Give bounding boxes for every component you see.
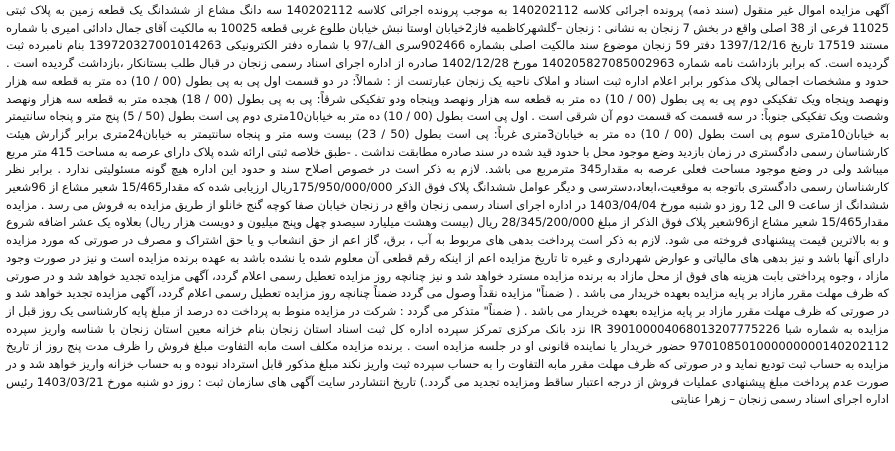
auction-notice-text: آگهی مزایده اموال غیر منقول (سند ذمه) پرونده اجرائی کلاسه 140202112 به موجب پرونده اجرائی کلاسه 140202112 سه دانگ مشاع از ششدانگ یک قطعه زمین به پلاک ثبتی 11025 فرعی از 38 اصلی واقع در بخش 7 زنجان به نشانی : زنجان –گلشهرکاظمیه فاز2خیابان اوستا نبش خیابان طلوع غربی قطعه 10025 به مالکیت آقای جمال دادائی امیری با شماره مستند 17519 تاریخ 1397/12/16 دفتر 59 زنجان موضوع سند مالکیت اصلی بشماره 902466سری الف/97 با شماره دفتر الکترونیکی 139720327001014263 بنام نامبرده ثبت گردیده است. که برابر بازداشت نامه شماره 140205827085002963 مورخ 1402/12/28 صادره از اداره اجرای اسناد رسمی زنجان در قبال طلب بستانکار ،بازداشت گردیده است . حدود و مشخصات اجمالی پلاک مذکور برابر اعلام اداره ثبت اسناد و املاک ناحیه یک زنجان عبارتست از : شمالاً: در دو قسمت اول پی به پی بطول (00 / 10) ده متر به قطعه سه هزار ونهصد وپنجاه ویک تفکیکی دوم پی به پی بطول (00 / 10) ده متر به قطعه سه هزار ونهصد وپنجاه ودو تفکیکی شرقاً: پی به پی بطول (00 / 18) هجده متر به قطعه سه هزار ونهصد وشصت ویک تفکیکی جنوباً: در سه قسمت که قسمت دوم آن شرقی است . اول پی است بطول (00 / 10) ده متر به خیابان10متری دوم پی است بطول (50 / 5) پنج متر و پنجاه سانتیمتر به خیابان10متری سوم پی است بطول (00 / 10) ده متر به خیابان3متری غرباً: پی است بطول (50 / 23) بیست وسه متر و پنجاه سانتیمتر به خیابان24متری برابر گزارش هیئت کارشناسان رسمی دادگستری در زمان بازدید وضع موجود محل با حدود قید شده در سند صادره مطابقت نداشت . -طبق خلاصه ثبتی ارائه شده پلاک دارای عرصه به مساحت 415 متر مربع میباشد ولی در وضع موجود مساحت فعلی عرصه به مقدار345 مترمربع می باشد. لازم به ذکر است در خصوص اصلاح سند و حدود این اداره هیچ گونه مسئولیتی ندارد . برابر نظر کارشناسان رسمی دادگستری باتوجه به موقعیت،ابعاد،دسترسی و دیگر عوامل ششدانگ پلاک فوق الذکر 175/950/000/000ریال ارزیابی شده که مقدار15/465 شعیر مشاع از 96شعیر ششدانگ از ساعت 9 الی 12 روز دو شنبه مورخ 1403/04/04 در اداره اجرای اسناد رسمی زنجان واقع در زنجان خیابان صفا کوچه گنج خانلو از طریق مزایده به فروش می رسد . مزایده مقدار15/465 شعیر مشاع از96شعیر پلاک فوق الذکر از مبلغ 28/345/200/000 ریال (بیست وهشت میلیارد سیصدو چهل وپنج میلیون و دویست هزار ریال) بعلاوه یک عشر اضافه شروع و به بالاترین قیمت پیشنهادی فروخته می شود. لازم به ذکر است پرداخت بدهی های مربوط به آب ، برق، گاز اعم از حق انشعاب و یا حق اشتراک و مصرف در صورتی که مورد مزایده دارای آنها باشد و نیز بدهی های مالیاتی و عوارض شهرداری و غیره تا تاریخ مزایده اعم از اینکه رقم قطعی آن معلوم شده یا نشده باشد به عهده برنده مزایده است و نیز در صورت وجود مازاد ، وجوه پرداختی بابت هزینه های فوق از محل مازاد به برنده مزایده مسترد خواهد شد و نیز چنانچه روز مزایده تعطیل رسمی اعلام گردد، آگهی مزایده تجدید خواهد شد و در صورتی که ظرف مهلت مقرر مازاد بر پایه مزایده بعهده خریدار می باشد . ( ضمناً" مزایده نقداً وصول می گردد ضمناً چنانچه روز مزایده تعطیل رسمی اعلام گردد، آگهی مزایده تجدید خواهد شد و در صورتی که ظرف مهلت مقرر مازاد بر پایه مزایده بعهده خریدار می باشد . ( ضمناً" متذکر می گردد : شرکت در مزایده منوط به پرداخت ده درصد از مبلغ پایه کارشناسی یک روز قبل از مزایده به شماره شبا IR 390100004068013207775226 نزد بانک مرکزی تمرکز سپرده اداره کل ثبت اسناد استان زنجان بنام خزانه معین استان زنجان با شناسه واریز سپرده 970108501000000000140202112 حضور خریدار یا نماینده قانونی او در جلسه مزایده است . برنده مزایده مکلف است مابه التفاوت مبلغ فروش را ظرف مدت پنج روز از تاریخ مزایده به حساب ثبت تودیع نماید و در صورتی که ظرف مهلت مقرر مابه التفاوت را به حساب سپرده ثبت واریز نکند مبلغ مذکور قابل استرداد نبوده و به حساب خزانه واریز خواهد شد و در صورت عدم پرداخت مبلغ پیشنهادی عملیات فروش از درجه اعتبار ساقط ومزایده تجدید می گردد.) تاریخ انتشاردر سایت آگهی های سازمان ثبت : روز دو شنبه مورخ 1403/03/21 رئیس اداره اجرای اسناد رسمی زنجان – زهرا عنایتی (6, 3, 889, 407)
